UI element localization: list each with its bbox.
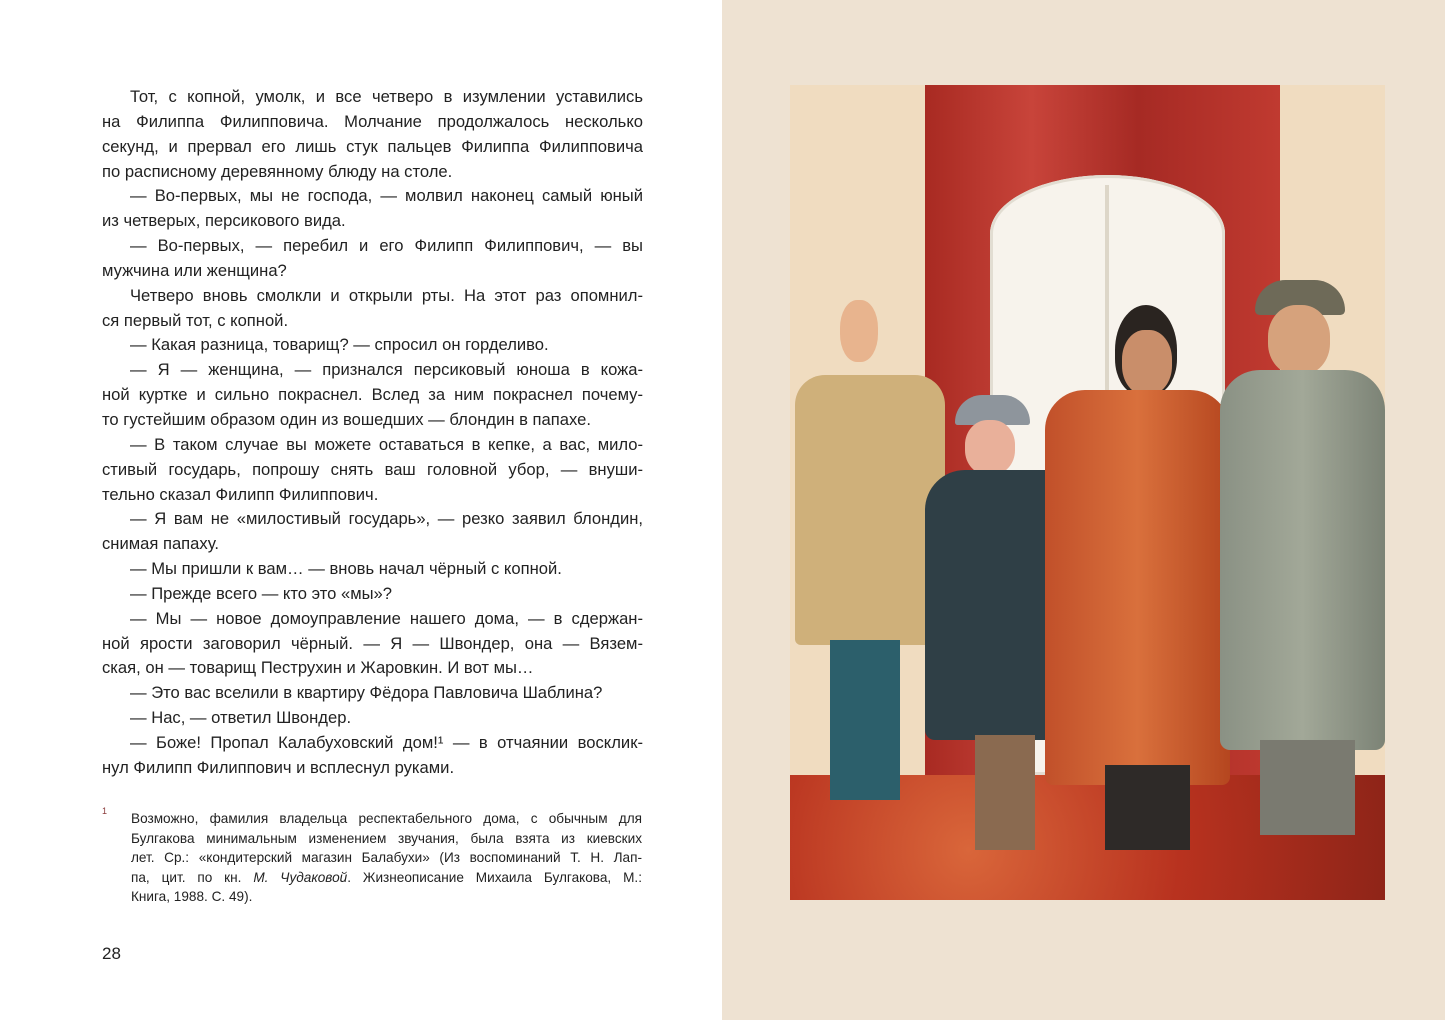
right-page (722, 0, 1445, 1020)
face (1122, 330, 1172, 395)
text-line: стивый государь, попрошу снять ваш головной убор, — внуши- (102, 459, 643, 479)
text-line: снимая папаху. (102, 534, 219, 554)
figure-man-glasses (840, 300, 878, 362)
footnote-author: М. Чудаковой (253, 869, 348, 885)
text-line: — Какая разница, товарищ? — спросил он горделиво. (130, 335, 549, 355)
paragraph (102, 184, 643, 234)
footnote-line: Книга, 1988. С. 49). (131, 889, 253, 905)
paragraph (102, 582, 643, 607)
trousers-blue (830, 640, 900, 800)
text-line: — Боже! Пропал Калабуховский дом!¹ — в отчаянии восклик- (130, 732, 643, 752)
text-line: ной куртке и сильно покраснел. Вслед за ним покраснел почему- (102, 385, 643, 405)
text-line: ся первый тот, с копной. (102, 310, 289, 330)
boots (1260, 740, 1355, 835)
face (1268, 305, 1330, 375)
paragraph (102, 706, 643, 731)
footnote-text: па, цит. по кн. (131, 869, 254, 885)
text-line: — Нас, — ответил Швондер. (130, 708, 352, 728)
text-line: ская, он — товарищ Пеструхин и Жаровкин. И вот мы… (102, 658, 534, 678)
paragraph (102, 507, 643, 557)
text-line: Тот, с копной, умолк, и все четверо в изумлении уставились (130, 87, 643, 106)
body-text (102, 85, 643, 781)
text-line: на Филиппа Филипповича. Молчание продолжалось несколько (102, 111, 643, 131)
paragraph (102, 358, 643, 433)
paragraph (102, 85, 643, 184)
text-line: по расписному деревянному блюду на столе. (102, 161, 453, 181)
text-line: из четверых, персикового вида. (102, 211, 346, 231)
footnote-text: . Жизнеописание Михаила Булгакова, М.: (347, 869, 642, 885)
footnote-mark: 1 (102, 806, 108, 816)
text-line: то густейшим образом один из вошедших — блондин в папахе. (102, 409, 591, 429)
illustration (790, 85, 1385, 900)
footnote-line: Возможно, фамилия владельца респектабельного дома, с обычным для (131, 811, 642, 826)
left-page (0, 0, 722, 1020)
paragraph (102, 681, 643, 706)
paragraph (102, 607, 643, 682)
text-line: — Это вас вселили в квартиру Фёдора Павловича Шаблина? (130, 683, 603, 703)
paragraph (102, 284, 643, 334)
text-line: — Я вам не «милостивый государь», — резко заявил блондин, (130, 509, 643, 529)
text-line: — Мы пришли к вам… — вновь начал чёрный с копной. (130, 559, 562, 579)
footnote (131, 809, 642, 907)
text-line: — Во-первых, мы не господа, — молвил наконец самый юный (130, 186, 643, 206)
text-line: — Прежде всего — кто это «мы»? (130, 583, 392, 603)
footnote-line (131, 868, 642, 888)
text-line: ной ярости заговорил чёрный. — Я — Швондер, она — Вязем- (102, 633, 643, 653)
text-line: мужчина или женщина? (102, 260, 287, 280)
coat-beige (795, 375, 945, 645)
text-line: — В таком случае вы можете оставаться в кепке, а вас, мило- (130, 434, 643, 454)
text-line: — Мы — новое домоуправление нашего дома, — в сдержан- (130, 608, 643, 628)
text-line: тельно сказал Филипп Филиппович. (102, 484, 379, 504)
text-line: нул Филипп Филиппович и всплеснул руками. (102, 757, 455, 777)
coat-red (1045, 390, 1230, 785)
text-line: Четверо вновь смолкли и открыли рты. На этот раз опомнил- (130, 285, 643, 305)
trousers-dark (1105, 765, 1190, 850)
text-line: секунд, и прервал его лишь стук пальцев Филиппа Филипповича (102, 136, 643, 156)
boots (975, 735, 1035, 850)
paragraph (102, 731, 643, 781)
text-line: — Во-первых, — перебил и его Филипп Филиппович, — вы (130, 236, 643, 256)
paragraph (102, 333, 643, 358)
text-line: — Я — женщина, — признался персиковый юноша в кожа- (130, 360, 643, 380)
coat-grey (1220, 370, 1385, 750)
paragraph (102, 557, 643, 582)
paragraph (102, 234, 643, 284)
face (965, 420, 1015, 475)
footnote-line: Булгакова минимальным изменением звучания, была взята из киевских (131, 830, 642, 846)
page-number: 28 (102, 944, 121, 963)
paragraph (102, 433, 643, 508)
footnote-line: лет. Ср.: «кондитерский магазин Балабухи» (Из воспоминаний Т. Н. Лап- (131, 850, 642, 866)
